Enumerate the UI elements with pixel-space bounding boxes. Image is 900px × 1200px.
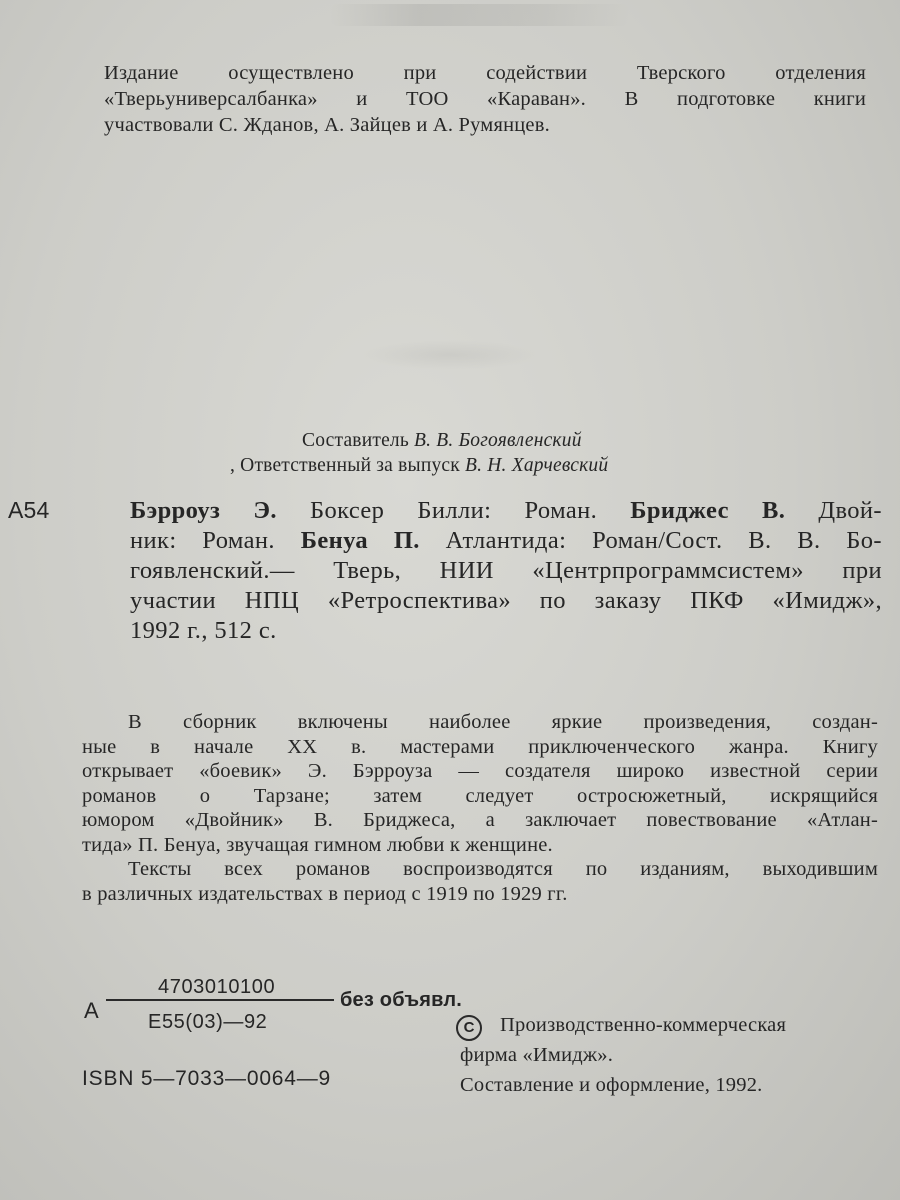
- publication-credits: [104, 60, 866, 138]
- annotation: [82, 710, 878, 906]
- copyright-line-1: Производственно-коммерческая: [500, 1014, 787, 1036]
- editor-label: Ответственный за выпуск: [240, 455, 460, 476]
- biblio-line-2: [130, 526, 882, 556]
- library-index-code: А54: [8, 497, 50, 523]
- editor-line: [230, 453, 732, 478]
- catalog-letter: А: [84, 998, 99, 1023]
- annotation-line-2: ные в начале XX в. мастерами приключенческого жанра. Книгу: [82, 735, 878, 758]
- credits-line-1: Издание осуществлено при содействии Тверского отделения: [104, 62, 866, 84]
- copyright-line-2: фирма «Имидж».: [460, 1044, 614, 1066]
- annotation-line-3: открывает «боевик» Э. Бэрроуза — создателя широко известной серии: [82, 760, 878, 782]
- annotation-line-7: Тексты всех романов воспроизводятся по изданиям, выходившим: [128, 858, 878, 880]
- catalog-note: без объявл.: [340, 989, 463, 1011]
- compiler-label: Составитель: [302, 430, 409, 451]
- compiler-block: [230, 428, 732, 478]
- annotation-line-8: в различных издательствах в период с 1919 по 1929 гг.: [82, 882, 568, 905]
- editor-name: В. Н. Харчевский: [465, 455, 609, 476]
- editor-prefix: ,: [230, 455, 236, 476]
- copyright-line-3: Составление и оформление, 1992.: [460, 1074, 763, 1096]
- biblio-author-2: Бриджес В.: [630, 497, 786, 524]
- copyright-icon: C: [456, 1015, 482, 1041]
- credits-line-2: «Тверьуниверсалбанка» и ТОО «Караван». В подготовке книги: [104, 88, 866, 110]
- biblio-line-2-rest: Атлантида: Роман/Сост. В. В. Бо-: [445, 527, 882, 554]
- catalog-fraction-bar: [106, 999, 334, 1001]
- bibliographic-record: [130, 496, 882, 646]
- biblio-line-5: 1992 г., 512 с.: [130, 617, 277, 644]
- biblio-author-3: Бенуа П.: [300, 527, 420, 554]
- compiler-line: [302, 428, 732, 453]
- annotation-line-1: В сборник включены наиболее яркие произведения, создан-: [128, 711, 878, 733]
- annotation-line-6: тида» П. Бенуа, звучащая гимном любви к женщине.: [82, 833, 553, 856]
- credits-line-3: участвовали С. Жданов, А. Зайцев и А. Румянцев.: [104, 114, 550, 136]
- faint-print-artifact-top: [330, 4, 630, 26]
- biblio-line-2-start: ник: Роман.: [130, 527, 275, 554]
- faint-print-artifact-middle: [360, 340, 540, 370]
- biblio-line-1-rest: Двой-: [818, 497, 882, 524]
- compiler-name: В. В. Богоявленский: [414, 430, 582, 451]
- annotation-line-4: романов о Тарзане; затем следует остросюжетный, искрящийся: [82, 784, 878, 807]
- copyright-block: [460, 1010, 880, 1100]
- catalog-numerator: 4703010100: [158, 976, 276, 998]
- biblio-line-3: гоявленский.— Тверь, НИИ «Центрпрограммсистем» при: [130, 557, 882, 584]
- biblio-line-1: [130, 496, 882, 526]
- biblio-line-4: участии НПЦ «Ретроспектива» по заказу ПКФ «Имидж»,: [130, 587, 882, 614]
- biblio-title-1: Боксер Билли: Роман.: [310, 497, 598, 524]
- biblio-author-1: Бэрроуз Э.: [130, 497, 277, 524]
- catalog-denominator: Е55(03)—92: [148, 1011, 268, 1033]
- isbn: ISBN 5—7033—0064—9: [82, 1067, 332, 1090]
- annotation-line-5: юмором «Двойник» В. Бриджеса, а заключает повествование «Атлан-: [82, 809, 878, 831]
